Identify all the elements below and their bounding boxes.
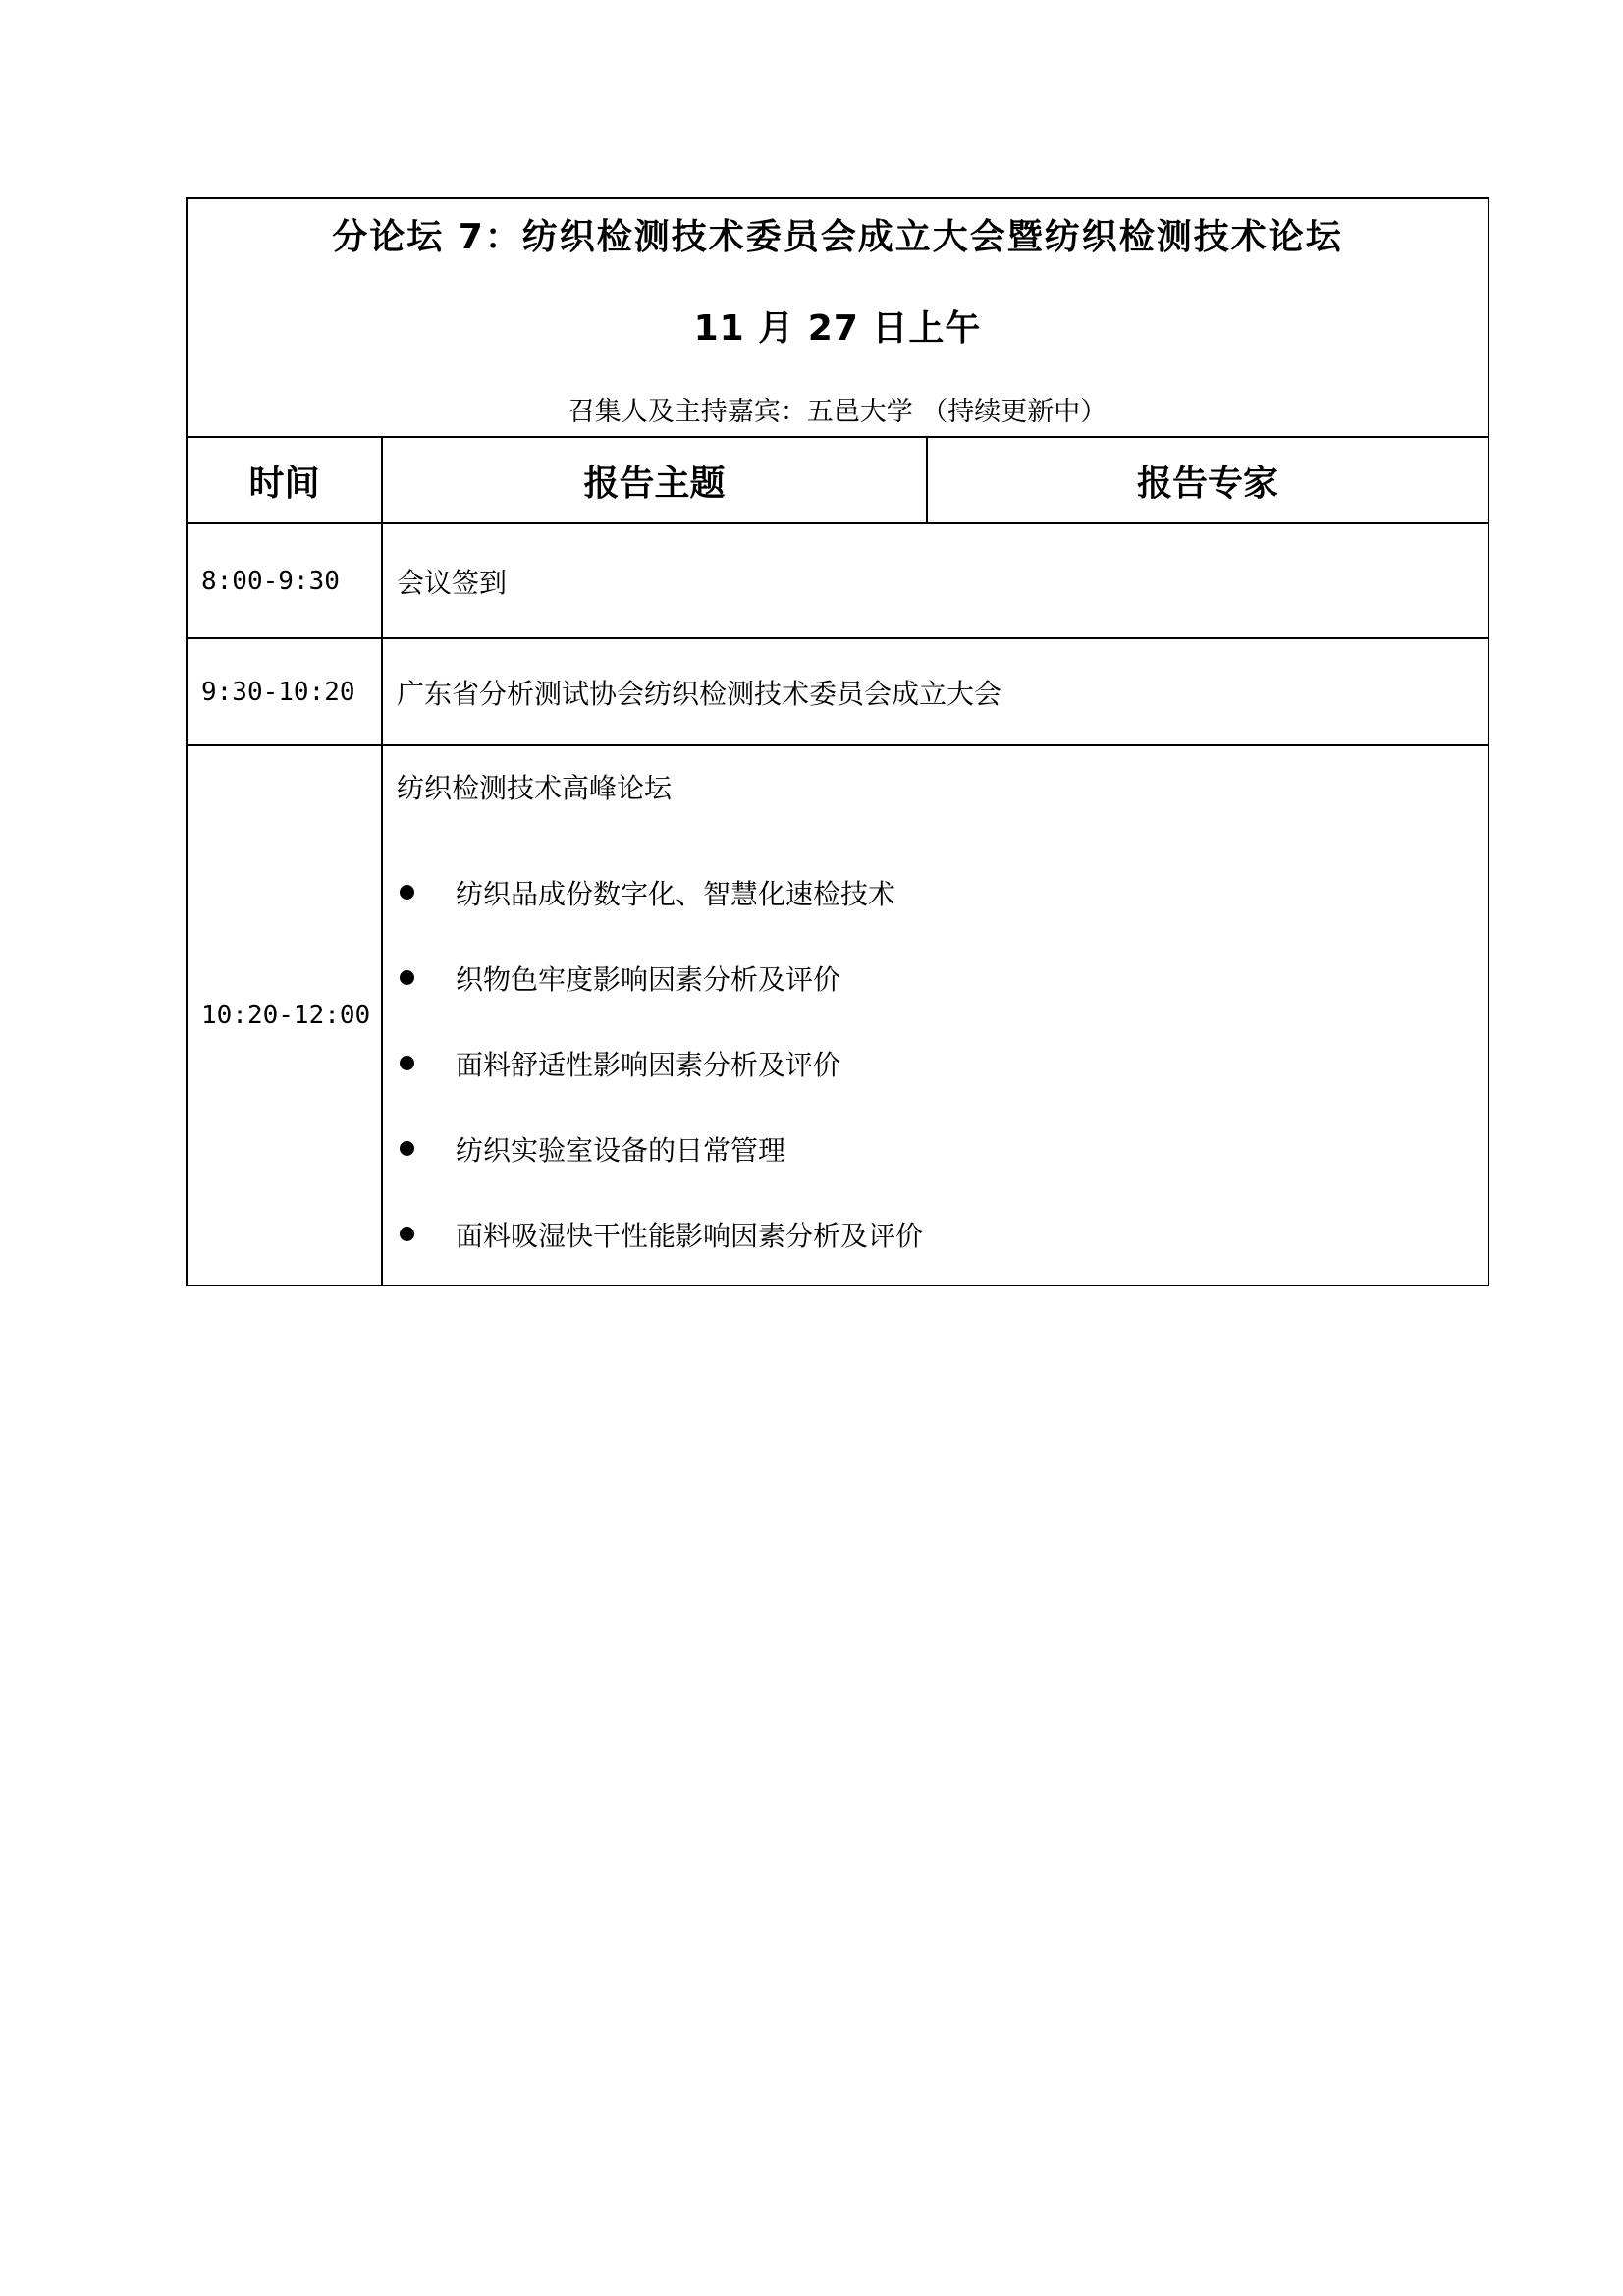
bullet-icon xyxy=(400,1227,414,1241)
column-header-time: 时间 xyxy=(187,437,382,523)
forum-convener: 召集人及主持嘉宾：五邑大学 （持续更新中） xyxy=(568,397,1108,427)
table-row xyxy=(187,745,1488,1285)
schedule-table xyxy=(186,197,1489,1286)
topic-cell: 会议签到 xyxy=(382,523,1488,638)
bullet-icon xyxy=(400,1141,414,1156)
column-header-row xyxy=(187,437,1488,523)
list-item-label: 面料舒适性影响因素分析及评价 xyxy=(456,1048,841,1081)
list-item-label: 纺织品成份数字化、智慧化速检技术 xyxy=(456,877,896,910)
title-cell xyxy=(187,198,1488,437)
list-item-label: 织物色牢度影响因素分析及评价 xyxy=(456,962,841,996)
forum-title: 分论坛 7：纺织检测技术委员会成立大会暨纺织检测技术论坛 xyxy=(332,217,1343,257)
column-header-expert: 报告专家 xyxy=(927,437,1488,523)
title-row xyxy=(187,198,1488,437)
list-item xyxy=(397,1191,1488,1277)
column-header-topic: 报告主题 xyxy=(382,437,927,523)
forum-topic-list xyxy=(397,849,1488,1277)
time-cell: 9:30-10:20 xyxy=(187,638,382,745)
forum-subtitle: 纺织检测技术高峰论坛 xyxy=(397,772,673,804)
bullet-icon xyxy=(400,970,414,985)
list-item-label: 纺织实验室设备的日常管理 xyxy=(456,1133,786,1167)
time-cell: 10:20-12:00 xyxy=(187,745,382,1285)
topic-cell: 广东省分析测试协会纺织检测技术委员会成立大会 xyxy=(382,638,1488,745)
time-cell: 8:00-9:30 xyxy=(187,523,382,638)
list-item xyxy=(397,849,1488,935)
bullet-icon xyxy=(400,885,414,900)
bullet-icon xyxy=(400,1056,414,1070)
list-item xyxy=(397,1020,1488,1106)
forum-content xyxy=(397,746,1488,1285)
list-item xyxy=(397,935,1488,1020)
table-row xyxy=(187,638,1488,745)
list-item-label: 面料吸湿快干性能影响因素分析及评价 xyxy=(456,1219,924,1252)
list-item xyxy=(397,1106,1488,1191)
forum-date: 11 月 27 日上午 xyxy=(693,308,982,349)
topic-cell xyxy=(382,745,1488,1285)
table-row xyxy=(187,523,1488,638)
